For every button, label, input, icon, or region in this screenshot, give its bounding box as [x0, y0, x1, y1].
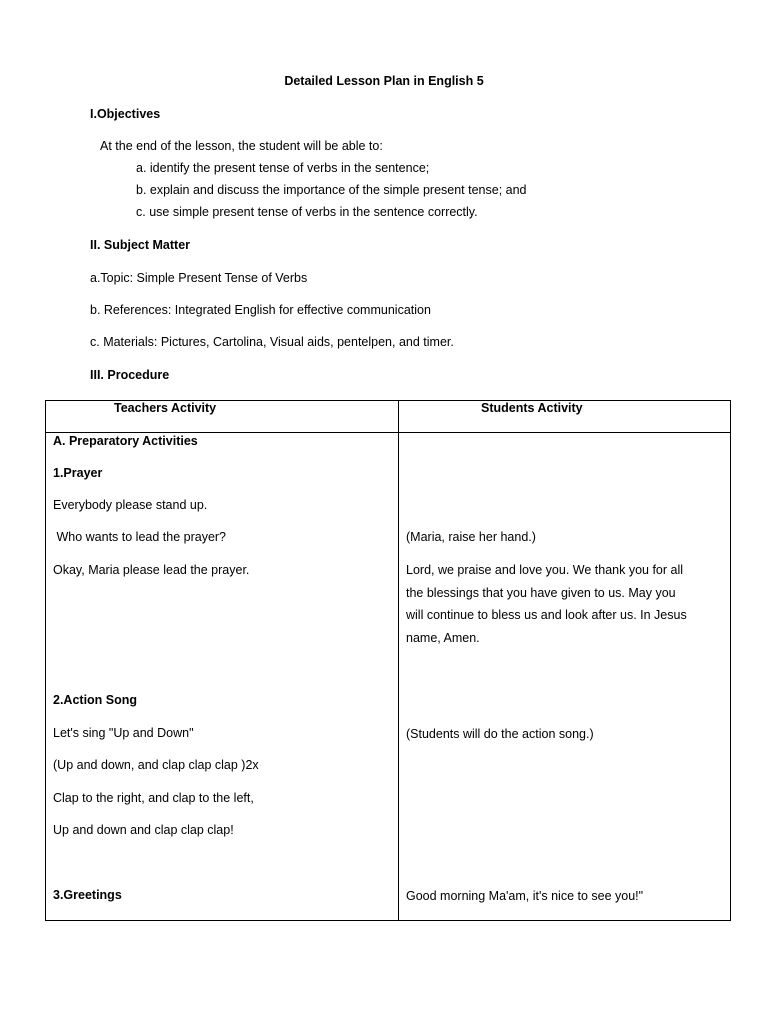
teacher-line: Who wants to lead the prayer? — [53, 530, 227, 544]
student-prayer-line: the blessings that you have given to us. May you — [406, 586, 676, 600]
teacher-line: Everybody please stand up. — [53, 498, 208, 512]
student-line: (Maria, raise her hand.) — [406, 530, 536, 544]
greetings-heading: 3.Greetings — [53, 888, 122, 902]
student-line: Good morning Ma'am, it's nice to see you!" — [406, 889, 644, 903]
objectives-heading: I.Objectives — [90, 107, 161, 121]
table-header-teachers: Teachers Activity — [114, 401, 217, 415]
table-header-divider — [45, 432, 731, 433]
table-column-divider — [398, 400, 399, 921]
subject-topic: a.Topic: Simple Present Tense of Verbs — [90, 271, 308, 285]
procedure-heading: III. Procedure — [90, 368, 170, 382]
teacher-line: (Up and down, and clap clap clap )2x — [53, 758, 259, 772]
subject-materials: c. Materials: Pictures, Cartolina, Visual aids, pentelpen, and timer. — [90, 335, 454, 349]
subject-matter-heading: II. Subject Matter — [90, 238, 191, 252]
student-prayer-line: Lord, we praise and love you. We thank you for all — [406, 563, 684, 577]
table-header-students: Students Activity — [481, 401, 583, 415]
subject-references: b. References: Integrated English for effective communication — [90, 303, 431, 317]
student-prayer-line: will continue to bless us and look after us. In Jesus — [406, 608, 687, 622]
teacher-line: Okay, Maria please lead the prayer. — [53, 563, 250, 577]
page-title: Detailed Lesson Plan in English 5 — [284, 74, 484, 88]
teacher-line: Clap to the right, and clap to the left, — [53, 791, 254, 805]
action-song-heading: 2.Action Song — [53, 693, 138, 707]
student-line: (Students will do the action song.) — [406, 727, 594, 741]
teacher-line: Up and down and clap clap clap! — [53, 823, 234, 837]
objective-item: c. use simple present tense of verbs in the sentence correctly. — [136, 205, 478, 219]
student-prayer-line: name, Amen. — [406, 631, 480, 645]
objective-item: a. identify the present tense of verbs in the sentence; — [136, 161, 430, 175]
preparatory-heading: A. Preparatory Activities — [53, 434, 198, 448]
prayer-heading: 1.Prayer — [53, 466, 103, 480]
objective-item: b. explain and discuss the importance of the simple present tense; and — [136, 183, 527, 197]
teacher-line: Let's sing "Up and Down" — [53, 726, 194, 740]
objectives-intro: At the end of the lesson, the student will be able to: — [100, 139, 383, 153]
procedure-table — [45, 400, 731, 921]
